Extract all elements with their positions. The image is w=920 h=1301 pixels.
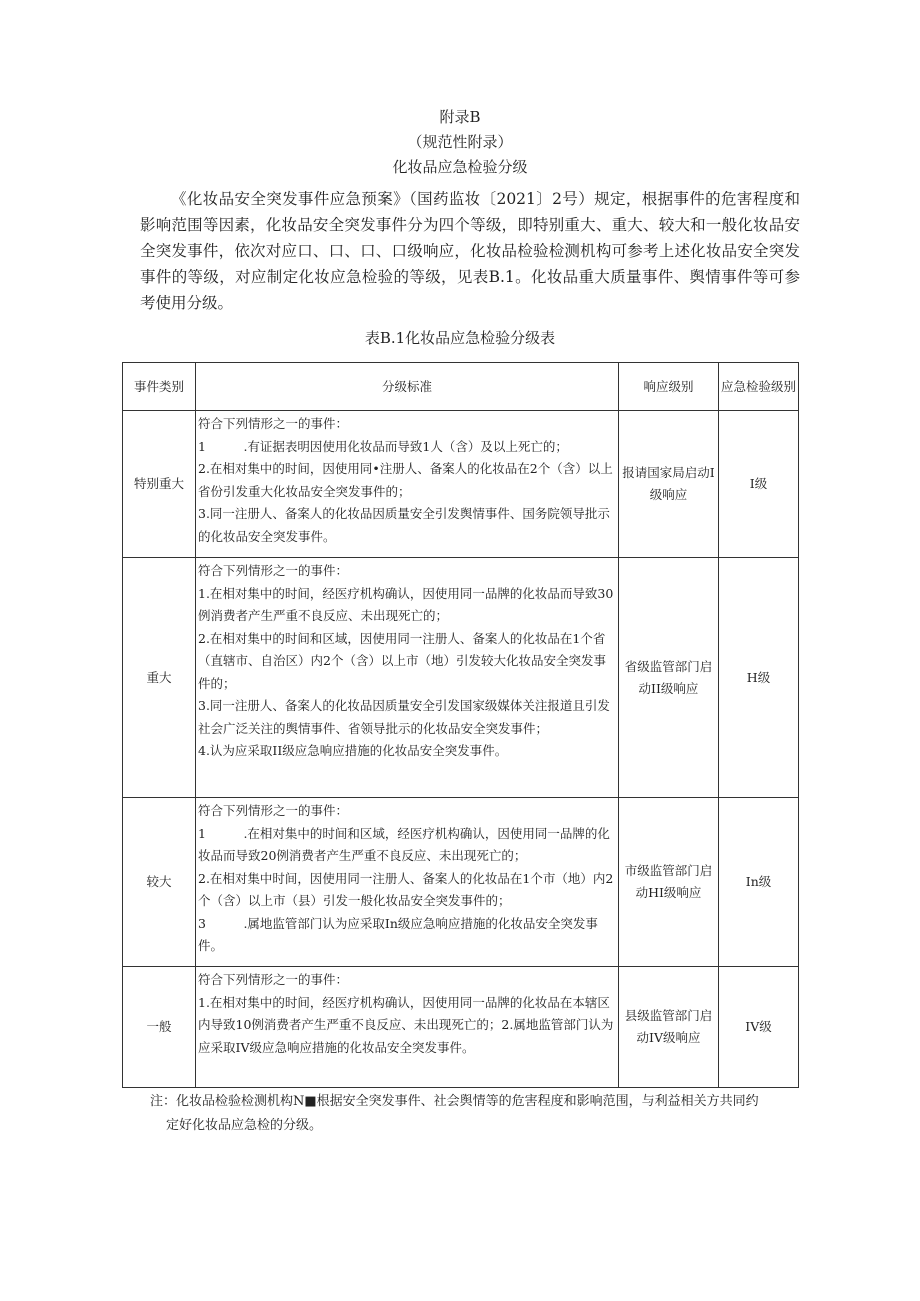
table-row [123, 967, 799, 1088]
table-row [123, 411, 799, 558]
table-header-row [123, 363, 799, 411]
criteria-cell [196, 558, 619, 798]
grading-table [122, 362, 799, 1088]
criteria-line: 符合下列情形之一的事件： [198, 972, 349, 987]
note-line: 注：化妆品检验检测机构N■根据安全突发事件、社会舆情等的危害程度和影响范围，与利益相关方共同约 [150, 1094, 759, 1109]
criteria-cell [196, 798, 619, 967]
criteria-line: 3 .属地监管部门认为应采取In级应急响应措施的化妆品安全突发事件。 [198, 915, 598, 953]
header-category: 事件类别 [123, 363, 196, 411]
header-response: 响应级别 [619, 363, 719, 411]
level-cell: I级 [719, 411, 799, 558]
header-level: 应急检验级别 [719, 363, 799, 411]
level-cell: H级 [719, 558, 799, 798]
category-cell: 重大 [123, 558, 196, 798]
appendix-title: 化妆品应急检验分级 [392, 158, 528, 176]
category-cell: 较大 [123, 798, 196, 967]
criteria-line: 符合下列情形之一的事件： [198, 563, 349, 578]
criteria-line: 符合下列情形之一的事件： [198, 416, 349, 431]
criteria-line: 3.同一注册人、备案人的化妆品因质量安全引发国家级媒体关注报道且引发社会广泛关注的舆情事件、省领导批示的化妆品安全突发事件； [198, 698, 610, 736]
criteria-line: 1.在相对集中的时间，经医疗机构确认，因使用同一品牌的化妆品在本辖区内导致10例消费者产生严重不良反应、未出现死亡的；2.属地监管部门认为应采取IV级应急响应措施的化妆品安全突发事件。 [198, 994, 614, 1055]
criteria-line: 1.在相对集中的时间，经医疗机构确认，因使用同一品牌的化妆品而导致30例消费者产生严重不良反应、未出现死亡的； [198, 585, 614, 623]
response-cell: 省级监管部门启动II级响应 [619, 558, 719, 798]
table-caption: 表B.1化妆品应急检验分级表 [364, 329, 556, 347]
appendix-label: 附录B [439, 108, 481, 126]
response-cell: 县级监管部门启动IV级响应 [619, 967, 719, 1088]
note-line: 定好化妆品应急检的分级。 [166, 1118, 323, 1133]
criteria-line: 2.在相对集中时间，因使用同一注册人、备案人的化妆品在1个市（地）内2个（含）以上市（县）引发一般化妆品安全突发事件的； [198, 870, 614, 908]
level-cell: IV级 [719, 967, 799, 1088]
header-criteria: 分级标准 [196, 363, 619, 411]
category-cell: 特别重大 [123, 411, 196, 558]
criteria-line: 1 .在相对集中的时间和区域，经医疗机构确认，因使用同一品牌的化妆品而导致20例消费者产生严重不良反应、未出现死亡的； [198, 825, 610, 863]
response-cell: 市级监管部门启动HI级响应 [619, 798, 719, 967]
level-cell: In级 [719, 798, 799, 967]
table-row [123, 558, 799, 798]
table-note [150, 1090, 790, 1138]
criteria-line: 2.在相对集中的时间和区域，因使用同一注册人、备案人的化妆品在1个省（直辖市、自治区）内2个（含）以上市（地）引发较大化妆品安全突发事件的； [198, 630, 606, 691]
criteria-line: 符合下列情形之一的事件： [198, 803, 349, 818]
table-row [123, 798, 799, 967]
category-cell: 一般 [123, 967, 196, 1088]
criteria-line: 2.在相对集中的时间，因使用同•注册人、备案人的化妆品在2个（含）以上省份引发重大化妆品安全突发事件的； [198, 461, 613, 499]
criteria-line: 4.认为应采取II级应急响应措施的化妆品安全突发事件。 [198, 743, 508, 758]
intro-paragraph: 《化妆品安全突发事件应急预案》（国药监妆〔2021〕2号）规定，根据事件的危害程度和影响范围等因素，化妆品安全突发事件分为四个等级，即特别重大、重大、较大和一般化妆品安全突发事件，依次对应口、口、口、口级响应，化妆品检验检测机构可参考上述化妆品安全突发事件的等级，对应制定化妆应急检验的等级，见表B.1。化妆品重大质量事件、舆情事件等可参考使用分级。 [140, 190, 800, 312]
criteria-cell [196, 967, 619, 1088]
response-cell: 报请国家局启动I级响应 [619, 411, 719, 558]
criteria-line: 1 .有证据表明因使用化妆品而导致1人（含）及以上死亡的； [198, 438, 568, 454]
criteria-line: 3.同一注册人、备案人的化妆品因质量安全引发舆情事件、国务院领导批示的化妆品安全突发事件。 [198, 506, 610, 544]
criteria-cell [196, 411, 619, 558]
appendix-type: （规范性附录） [407, 133, 513, 151]
